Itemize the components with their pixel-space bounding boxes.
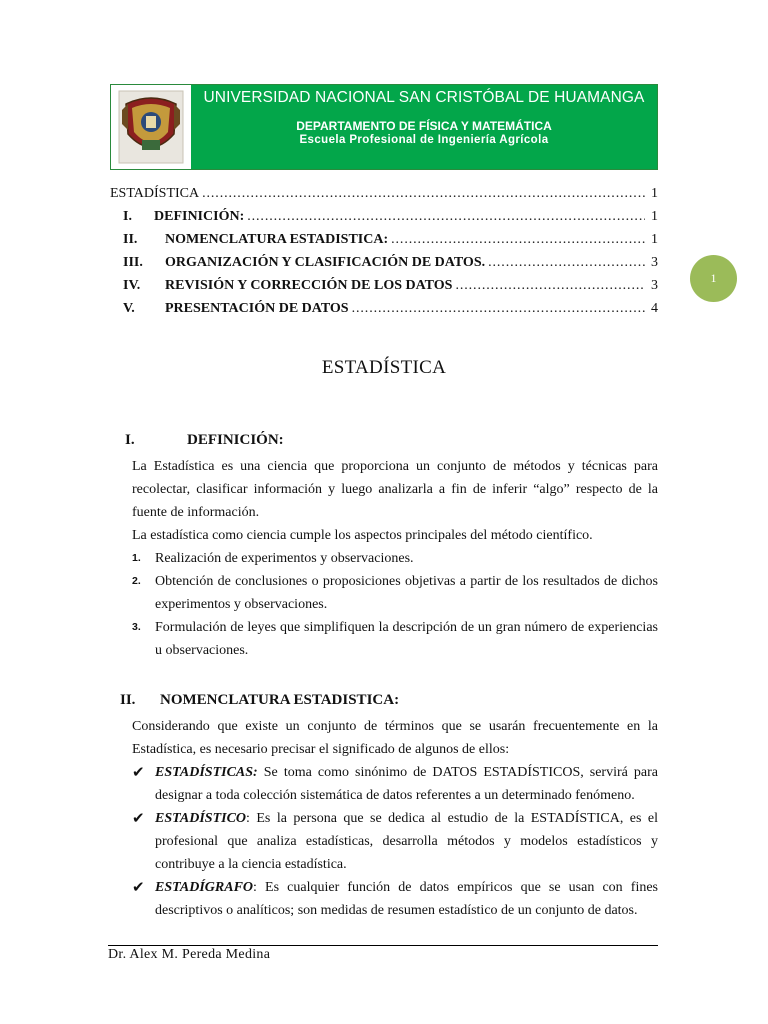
toc-page: 3 bbox=[651, 255, 658, 270]
toc-entry[interactable] bbox=[110, 278, 658, 301]
page-number-badge: 1 bbox=[690, 255, 737, 302]
toc-page: 1 bbox=[651, 209, 658, 224]
term: ESTADÍSTICAS: bbox=[155, 765, 258, 780]
toc-label: DEFINICIÓN: bbox=[154, 209, 245, 224]
footer-author: Dr. Alex M. Pereda Medina bbox=[108, 947, 271, 962]
toc-entry[interactable] bbox=[110, 301, 658, 324]
list-text: Realización de experimentos y observaciones. bbox=[155, 551, 414, 566]
numbered-list bbox=[132, 547, 658, 662]
section-heading-definicion bbox=[125, 432, 284, 449]
term-definition: : Es cualquier función de datos empíricos que se usan con fines descriptivos o analíticos; son medidas de resumen estadístico de un conjunto de datos. bbox=[155, 880, 658, 918]
list-text: Formulación de leyes que simplifiquen la descripción de un gran número de experiencias u observaciones. bbox=[155, 620, 658, 658]
paragraph: La estadística como ciencia cumple los aspectos principales del método científico. bbox=[132, 528, 593, 543]
footer-divider bbox=[108, 945, 658, 946]
toc-entry[interactable] bbox=[110, 209, 658, 232]
section-number: II. bbox=[120, 692, 136, 708]
list-item bbox=[132, 807, 658, 876]
toc-page: 1 bbox=[651, 232, 658, 247]
check-icon: ✔ bbox=[132, 878, 145, 896]
check-icon: ✔ bbox=[132, 809, 145, 827]
toc-entry[interactable] bbox=[110, 186, 658, 209]
toc-num: IV. bbox=[123, 278, 141, 293]
toc-num: I. bbox=[123, 209, 132, 224]
section-number: I. bbox=[125, 432, 135, 448]
toc-entry[interactable] bbox=[110, 232, 658, 255]
list-item bbox=[132, 876, 658, 922]
list-item bbox=[132, 761, 658, 807]
school-name: Escuela Profesional de Ingeniería Agrícola bbox=[299, 134, 549, 146]
paragraph: La Estadística es una ciencia que proporciona un conjunto de métodos y técnicas para recolectar, clasificar información y luego analizarla a fin de inferir “algo” respecto de la fuente de información. bbox=[132, 459, 658, 520]
term-definition: Se toma como sinónimo de DATOS ESTADÍSTICOS, servirá para designar a toda colección sistemática de datos referentes a un determinado fenómeno. bbox=[155, 765, 658, 803]
document-title: ESTADÍSTICA bbox=[321, 357, 447, 378]
paragraph: Considerando que existe un conjunto de términos que se usarán frecuentemente en la Estadística, es necesario precisar el significado de algunos de ellos: bbox=[132, 719, 658, 757]
toc-leader bbox=[455, 278, 645, 294]
university-name: UNIVERSIDAD NACIONAL SAN CRISTÓBAL DE HUAMANGA bbox=[203, 89, 645, 106]
toc-label: REVISIÓN Y CORRECCIÓN DE LOS DATOS bbox=[165, 278, 453, 293]
toc-num: V. bbox=[123, 301, 135, 316]
toc-page: 1 bbox=[651, 186, 658, 201]
section-title: NOMENCLATURA ESTADISTICA: bbox=[160, 692, 400, 708]
section-heading-nomenclatura bbox=[120, 692, 399, 709]
toc-label: NOMENCLATURA ESTADISTICA: bbox=[165, 232, 389, 247]
crest-area bbox=[111, 85, 191, 169]
toc-leader bbox=[247, 209, 645, 225]
term-definition: : Es la persona que se dedica al estudio de la ESTADÍSTICA, es el profesional que analiza estadísticas, desarrolla métodos y modelos estadísticos y contribuye a la ciencia estadística. bbox=[155, 811, 658, 872]
toc-num: II. bbox=[123, 232, 138, 247]
list-item bbox=[132, 547, 658, 570]
toc-page: 3 bbox=[651, 278, 658, 293]
header-banner bbox=[110, 84, 658, 170]
list-marker: 1. bbox=[132, 552, 141, 564]
toc-leader bbox=[391, 232, 645, 248]
table-of-contents bbox=[110, 186, 658, 324]
header-title-block bbox=[191, 85, 657, 169]
university-crest-icon bbox=[118, 90, 184, 164]
toc-label: PRESENTACIÓN DE DATOS bbox=[165, 301, 349, 316]
toc-page: 4 bbox=[651, 301, 658, 316]
toc-leader bbox=[352, 301, 645, 317]
toc-label: ESTADÍSTICA bbox=[110, 186, 200, 201]
checklist bbox=[132, 761, 658, 922]
toc-entry[interactable] bbox=[110, 255, 658, 278]
list-item bbox=[132, 616, 658, 662]
toc-label: ORGANIZACIÓN Y CLASIFICACIÓN DE DATOS. bbox=[165, 255, 486, 270]
check-icon: ✔ bbox=[132, 763, 145, 781]
list-item bbox=[132, 570, 658, 616]
section-title: DEFINICIÓN: bbox=[187, 432, 284, 448]
department-name: DEPARTAMENTO DE FÍSICA Y MATEMÁTICA bbox=[296, 119, 552, 133]
list-marker: 2. bbox=[132, 575, 141, 587]
term: ESTADÍGRAFO bbox=[155, 880, 254, 895]
toc-leader bbox=[488, 255, 645, 271]
list-text: Obtención de conclusiones o proposiciones objetivas a partir de los resultados de dichos experimentos y observaciones. bbox=[155, 574, 658, 612]
toc-leader bbox=[202, 186, 645, 202]
term: ESTADÍSTICO bbox=[155, 811, 247, 826]
toc-num: III. bbox=[123, 255, 143, 270]
list-marker: 3. bbox=[132, 621, 141, 633]
